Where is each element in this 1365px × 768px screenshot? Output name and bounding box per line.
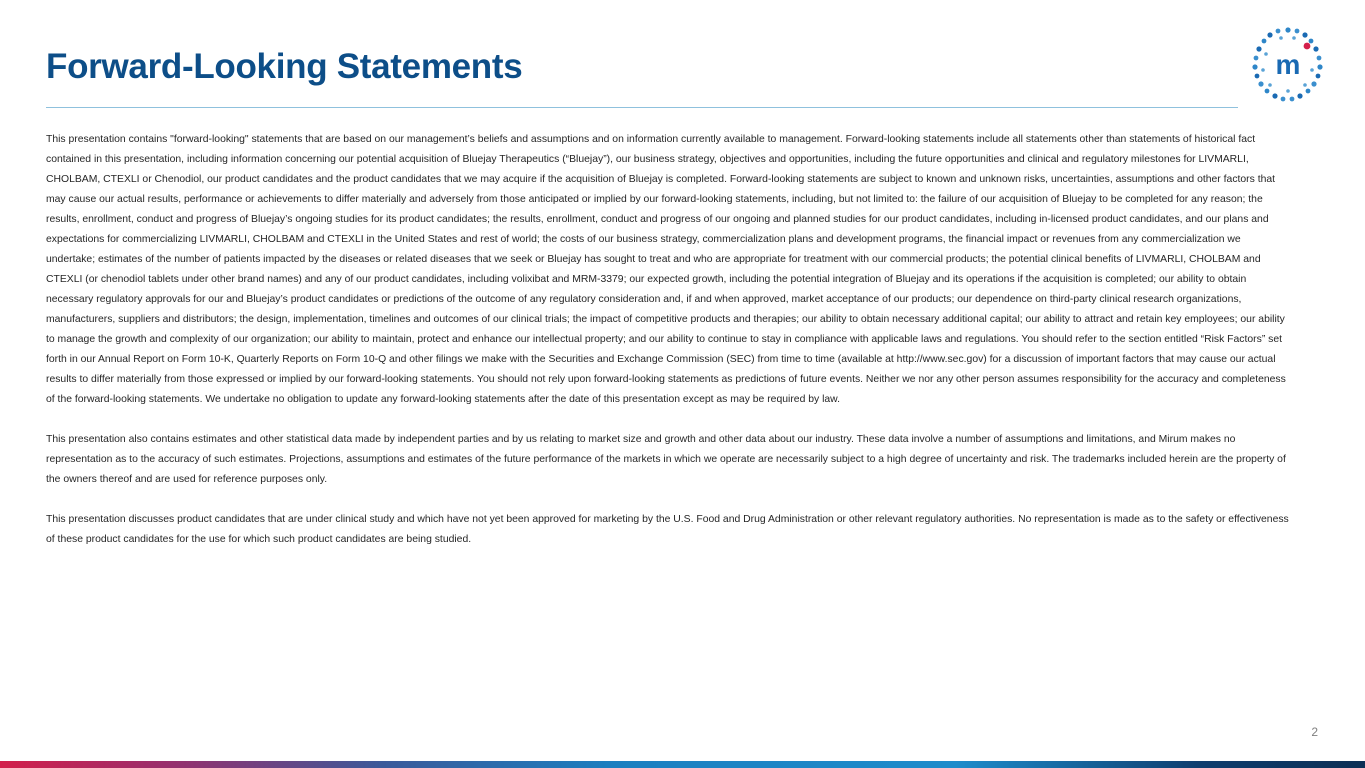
disclaimer-paragraph-product-candidates: This presentation discusses product candidates that are under clinical study and which have not yet been approved for marketing by the U.S. Food and Drug Administration or other relevant regulatory authorities. No representation is made as to the safety or effectiveness of these product candidates for the use for which such product candidates are being studied. — [46, 514, 1289, 545]
title-divider — [46, 107, 1238, 108]
disclaimer-paragraph-forward-looking: This presentation contains "forward-looking" statements that are based on our management’s beliefs and assumptions and on information currently available to management. Forward-looking statements include all statements other than statements of historical fact contained in this presentation, including information concerning our potential acquisition of Bluejay Therapeutics (“Bluejay”), our business strategy, objectives and opportunities, including the future opportunities and clinical and regulatory milestones for LIVMARLI, CHOLBAM, CTEXLI or Chenodiol, our product candidates and the product candidates that we may acquire if the acquisition of Bluejay is completed. Forward-looking statements are subject to known and unknown risks, uncertainties, assumptions and other factors that may cause our actual results, performance or achievements to differ materially and adversely from those anticipated or implied by our forward-looking statements, including, but not limited to: the failure of our acquisition of Bluejay to be completed for any reason; the results, enrollment, conduct and progress of Bluejay’s ongoing studies for its product candidates; the results, enrollment, conduct and progress of our ongoing and planned studies for our product candidates, including in-licensed product candidates, and our plans and expectations for commercializing LIVMARLI, CHOLBAM and CTEXLI in the United States and rest of world; the costs of our business strategy, commercialization plans and development programs, the financial impact or revenues from any commercialization we undertake; estimates of the number of patients impacted by the diseases or related diseases that we seek or Bluejay has sought to treat and who are appropriate for treatment with our commercial products; the potential clinical benefits of LIVMARLI, CHOLBAM and CTEXLI (or chenodiol tablets under other brand names) and any of our product candidates, including volixibat and MRM-3379; our expected growth, including the potential integration of Bluejay and its operations if the acquisition is completed; our ability to obtain necessary regulatory approvals for our and Bluejay’s product candidates or predictions of the outcome of any regulatory consideration and, if and when approved, market acceptance of our products; our dependence on third-party clinical research organizations, manufacturers, suppliers and distributors; the design, implementation, timelines and outcomes of our clinical trials; the impact of competitive products and therapies; our ability to obtain necessary additional capital; our ability to attract and retain key employees; our ability to manage the growth and complexity of our organization; our ability to maintain, protect and enhance our intellectual property; and our ability to continue to stay in compliance with applicable laws and regulations. You should refer to the section entitled “Risk Factors” set forth in our Annual Report on Form 10-K, Quarterly Reports on Form 10-Q and other filings we make with the Securities and Exchange Commission (SEC) from time to time (available at http://www.sec.gov) for a discussion of important factors that may cause our actual results to differ materially from those expressed or implied by our forward-looking statements. You should not rely upon forward-looking statements as predictions of future events. Neither we nor any other person assumes responsibility for the accuracy and completeness of the forward-looking statements. We undertake no obligation to update any forward-looking statements after the date of this presentation except as may be required by law. — [46, 134, 1286, 405]
page-title: Forward-Looking Statements — [46, 47, 523, 86]
mirum-logo — [1246, 24, 1330, 108]
disclaimer-body — [46, 130, 1292, 570]
page-number: 2 — [1311, 725, 1318, 739]
logo-accent-dot — [1304, 43, 1311, 50]
footer-gradient-bar — [0, 761, 1365, 768]
disclaimer-paragraph-statistical-data: This presentation also contains estimates and other statistical data made by independent parties and by us relating to market size and growth and other data about our industry. These data involve a number of assumptions and limitations, and Mirum makes no representation as to the accuracy of such estimates. Projections, assumptions and estimates of the future performance of the markets in which we operate are necessarily subject to a high degree of uncertainty and risk. The trademarks included herein are the property of the owners thereof and are used for reference purposes only. — [46, 434, 1286, 485]
logo-letter: m — [1275, 49, 1301, 80]
